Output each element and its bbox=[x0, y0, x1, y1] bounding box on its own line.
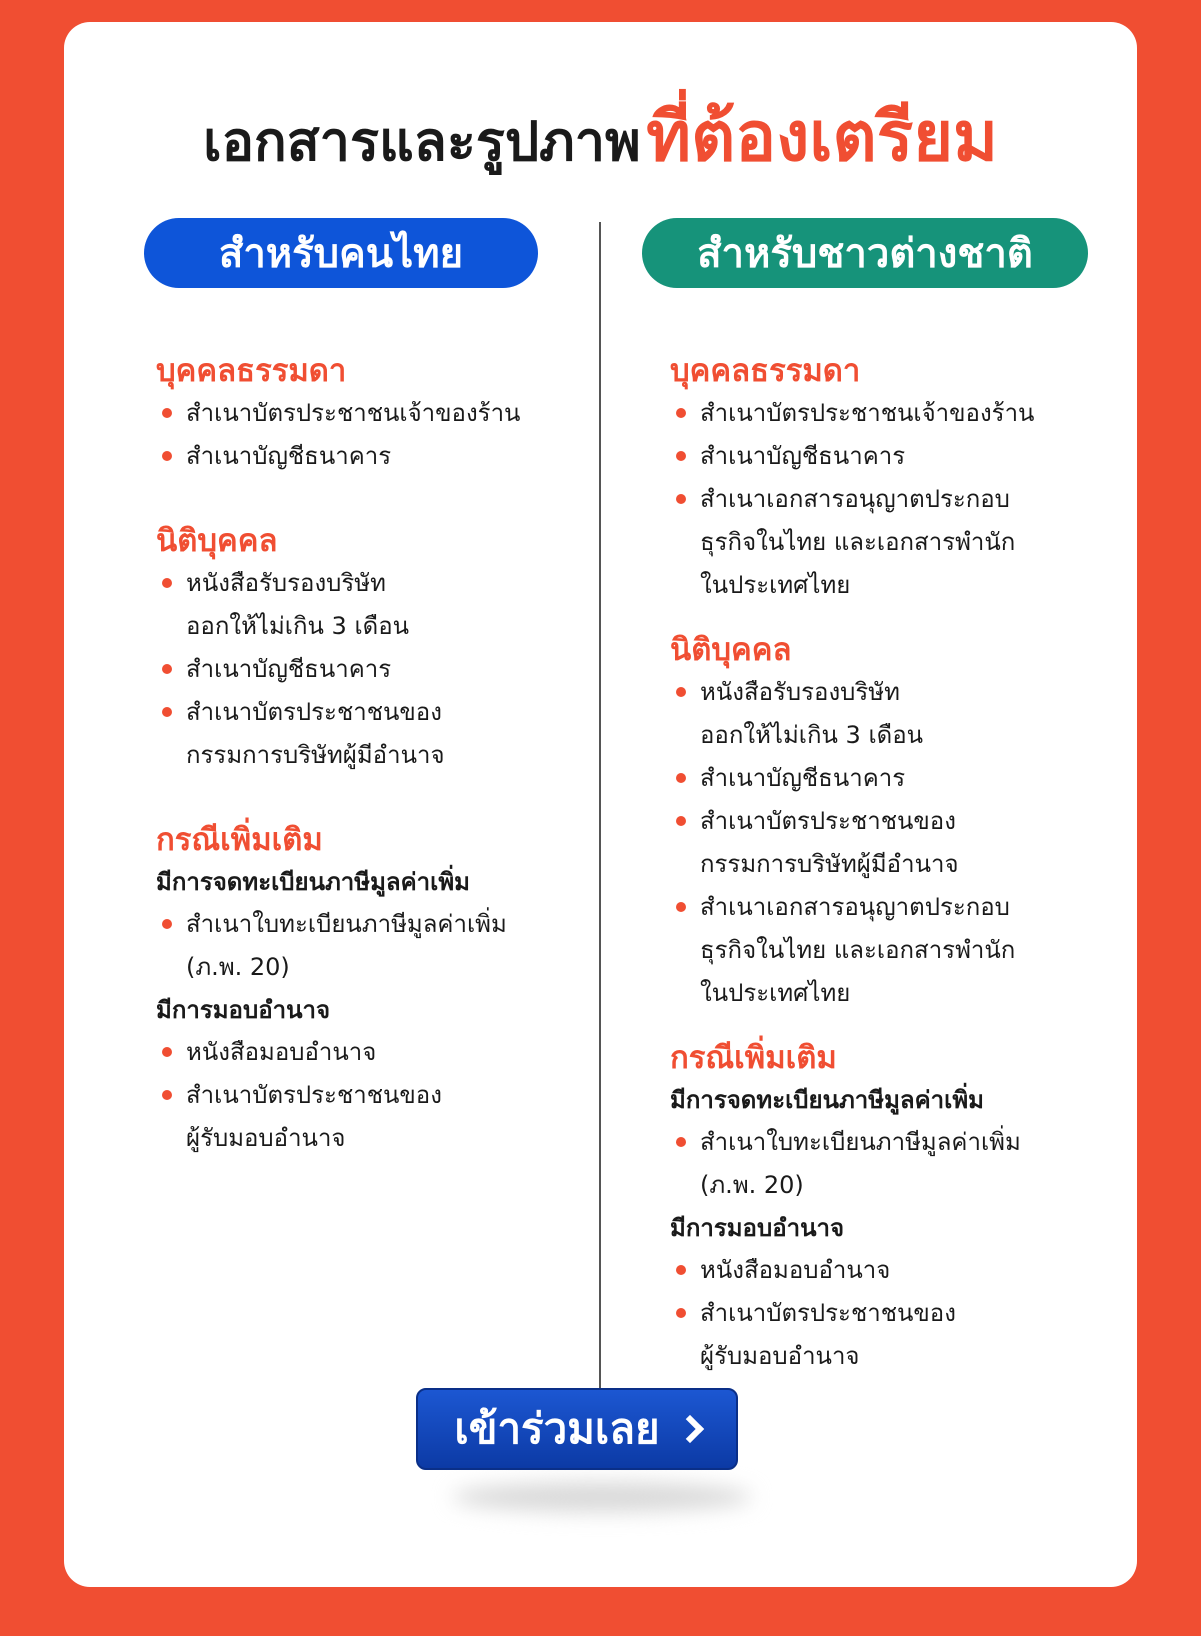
list-item bbox=[156, 903, 576, 989]
join-now-button[interactable] bbox=[416, 1388, 738, 1470]
individual-heading: บุคคลธรรมดา bbox=[156, 353, 347, 389]
bullet-icon bbox=[162, 919, 172, 929]
list-item-text: (ภ.พ. 20) bbox=[186, 953, 290, 981]
bullet-icon bbox=[676, 1265, 686, 1275]
list-item bbox=[670, 671, 1110, 757]
individual-heading: บุคคลธรรมดา bbox=[670, 353, 861, 389]
bullet-icon bbox=[676, 451, 686, 461]
bullet-icon bbox=[676, 1308, 686, 1318]
individual-list bbox=[670, 392, 1110, 607]
additional-heading: กรณีเพิ่มเติม bbox=[156, 822, 323, 858]
additional-heading: กรณีเพิ่มเติม bbox=[670, 1040, 837, 1076]
juristic-heading: นิติบุคคล bbox=[670, 632, 792, 668]
vat-list bbox=[156, 903, 576, 989]
list-item-text: ผู้รับมอบอำนาจ bbox=[186, 1124, 346, 1152]
list-item-text: กรรมการบริษัทผู้มีอำนาจ bbox=[700, 850, 959, 878]
bullet-icon bbox=[676, 408, 686, 418]
bullet-icon bbox=[676, 816, 686, 826]
list-item-text: หนังสือมอบอำนาจ bbox=[700, 1256, 891, 1284]
list-item-text: หนังสือมอบอำนาจ bbox=[186, 1038, 377, 1066]
list-item-text: สำเนาบัตรประชาชนของ bbox=[700, 807, 956, 835]
list-item bbox=[156, 648, 576, 691]
list-item-text: หนังสือรับรองบริษัท bbox=[700, 678, 900, 706]
page-title bbox=[64, 98, 1137, 177]
list-item-text: หนังสือรับรองบริษัท bbox=[186, 569, 386, 597]
list-item bbox=[670, 1249, 1110, 1292]
list-item bbox=[156, 435, 576, 478]
list-item-text: ออกให้ไม่เกิน 3 เดือน bbox=[186, 612, 410, 640]
individual-list bbox=[156, 392, 576, 478]
thai-section-badge: สำหรับคนไทย bbox=[144, 218, 538, 288]
join-button-shadow bbox=[452, 1482, 752, 1512]
list-item bbox=[156, 1074, 576, 1160]
list-item bbox=[670, 886, 1110, 1015]
list-item bbox=[670, 1292, 1110, 1378]
foreigner-section-badge: สำหรับชาวต่างชาติ bbox=[642, 218, 1088, 288]
list-item-text: สำเนาใบทะเบียนภาษีมูลค่าเพิ่ม bbox=[700, 1128, 1021, 1156]
list-item-text: สำเนาบัญชีธนาคาร bbox=[700, 442, 906, 470]
list-item-text: สำเนาบัตรประชาชนของ bbox=[186, 698, 442, 726]
bullet-icon bbox=[162, 408, 172, 418]
list-item bbox=[670, 1121, 1110, 1207]
join-now-label: เข้าร่วมเลย bbox=[454, 1404, 660, 1453]
list-item-text: ธุรกิจในไทย และเอกสารพำนัก bbox=[700, 528, 1016, 556]
list-item bbox=[670, 435, 1110, 478]
thai-column bbox=[156, 350, 576, 1160]
bullet-icon bbox=[162, 707, 172, 717]
list-item-text: ในประเทศไทย bbox=[700, 979, 851, 1007]
list-item bbox=[670, 757, 1110, 800]
vat-subheading: มีการจดทะเบียนภาษีมูลค่าเพิ่ม bbox=[156, 868, 471, 896]
bullet-icon bbox=[162, 451, 172, 461]
poa-list bbox=[670, 1249, 1110, 1378]
list-item-text: สำเนาบัญชีธนาคาร bbox=[186, 442, 392, 470]
list-item bbox=[156, 562, 576, 648]
juristic-heading: นิติบุคคล bbox=[156, 523, 278, 559]
bullet-icon bbox=[162, 664, 172, 674]
poa-subheading: มีการมอบอำนาจ bbox=[156, 996, 331, 1024]
page-title-main: เอกสารและรูปภาพ bbox=[203, 110, 641, 173]
juristic-list bbox=[156, 562, 576, 777]
list-item-text: ออกให้ไม่เกิน 3 เดือน bbox=[700, 721, 924, 749]
list-item bbox=[156, 691, 576, 777]
list-item-text: สำเนาบัตรประชาชนเจ้าของร้าน bbox=[186, 399, 521, 427]
list-item-text: ในประเทศไทย bbox=[700, 571, 851, 599]
list-item-text: ผู้รับมอบอำนาจ bbox=[700, 1342, 860, 1370]
vat-subheading: มีการจดทะเบียนภาษีมูลค่าเพิ่ม bbox=[670, 1086, 985, 1114]
poa-list bbox=[156, 1031, 576, 1160]
list-item-text: สำเนาบัตรประชาชนของ bbox=[700, 1299, 956, 1327]
list-item-text: กรรมการบริษัทผู้มีอำนาจ bbox=[186, 741, 445, 769]
column-divider bbox=[599, 222, 601, 1412]
bullet-icon bbox=[676, 687, 686, 697]
list-item bbox=[670, 478, 1110, 607]
bullet-icon bbox=[676, 773, 686, 783]
bullet-icon bbox=[162, 1090, 172, 1100]
list-item-text: สำเนาบัตรประชาชนของ bbox=[186, 1081, 442, 1109]
list-item-text: สำเนาบัญชีธนาคาร bbox=[186, 655, 392, 683]
page-title-highlight: ที่ต้องเตรียม bbox=[646, 98, 998, 177]
juristic-list bbox=[670, 671, 1110, 1015]
list-item-text: สำเนาเอกสารอนุญาตประกอบ bbox=[700, 485, 1010, 513]
info-card bbox=[64, 22, 1137, 1587]
bullet-icon bbox=[676, 902, 686, 912]
list-item bbox=[156, 392, 576, 435]
list-item bbox=[670, 800, 1110, 886]
chevron-right-icon bbox=[675, 1415, 703, 1443]
bullet-icon bbox=[162, 578, 172, 588]
poa-subheading: มีการมอบอำนาจ bbox=[670, 1214, 845, 1242]
bullet-icon bbox=[162, 1047, 172, 1057]
list-item-text: สำเนาบัญชีธนาคาร bbox=[700, 764, 906, 792]
list-item-text: สำเนาใบทะเบียนภาษีมูลค่าเพิ่ม bbox=[186, 910, 507, 938]
bullet-icon bbox=[676, 494, 686, 504]
bullet-icon bbox=[676, 1137, 686, 1147]
list-item bbox=[156, 1031, 576, 1074]
list-item-text: สำเนาบัตรประชาชนเจ้าของร้าน bbox=[700, 399, 1035, 427]
vat-list bbox=[670, 1121, 1110, 1207]
list-item-text: สำเนาเอกสารอนุญาตประกอบ bbox=[700, 893, 1010, 921]
list-item-text: ธุรกิจในไทย และเอกสารพำนัก bbox=[700, 936, 1016, 964]
list-item bbox=[670, 392, 1110, 435]
list-item-text: (ภ.พ. 20) bbox=[700, 1171, 804, 1199]
foreigner-column bbox=[670, 350, 1110, 1378]
